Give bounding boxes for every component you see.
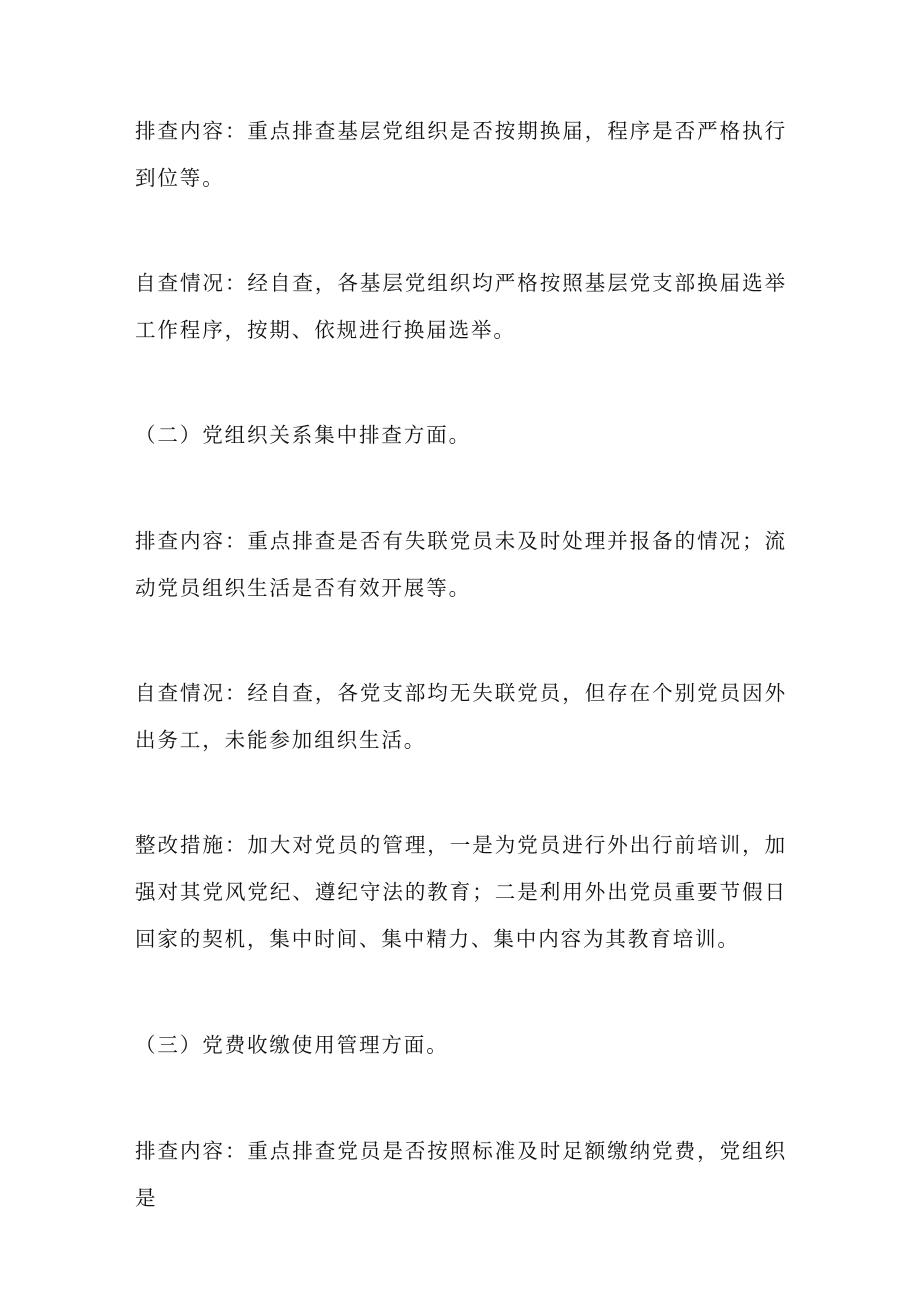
section-heading-2: （二）党组织关系集中排查方面。 xyxy=(135,423,471,447)
paragraph-inspection-content-1: 排查内容：重点排查基层党组织是否按期换届，程序是否严格执行到位等。 xyxy=(135,119,787,190)
paragraph-inspection-content-3: 排查内容：重点排查党员是否按照标准及时足额缴纳党费，党组织是 xyxy=(135,1139,787,1210)
paragraph-inspection-content-2: 排查内容：重点排查是否有失联党员未及时处理并报备的情况；流动党员组织生活是否有效开展等。 xyxy=(135,529,787,600)
paragraph-rectification-measures: 整改措施：加大对党员的管理，一是为党员进行外出行前培训，加强对其党风党纪、遵纪守法的教育；二是利用外出党员重要节假日回家的契机，集中时间、集中精力、集中内容为其教育培训。 xyxy=(135,833,787,951)
paragraph-self-check-1: 自查情况：经自查，各基层党组织均严格按照基层党支部换届选举工作程序，按期、依规进行换届选举。 xyxy=(135,271,787,342)
paragraph-self-check-2: 自查情况：经自查，各党支部均无失联党员，但存在个别党员因外出务工，未能参加组织生活。 xyxy=(135,681,787,752)
section-heading-3: （三）党费收缴使用管理方面。 xyxy=(135,1033,449,1057)
